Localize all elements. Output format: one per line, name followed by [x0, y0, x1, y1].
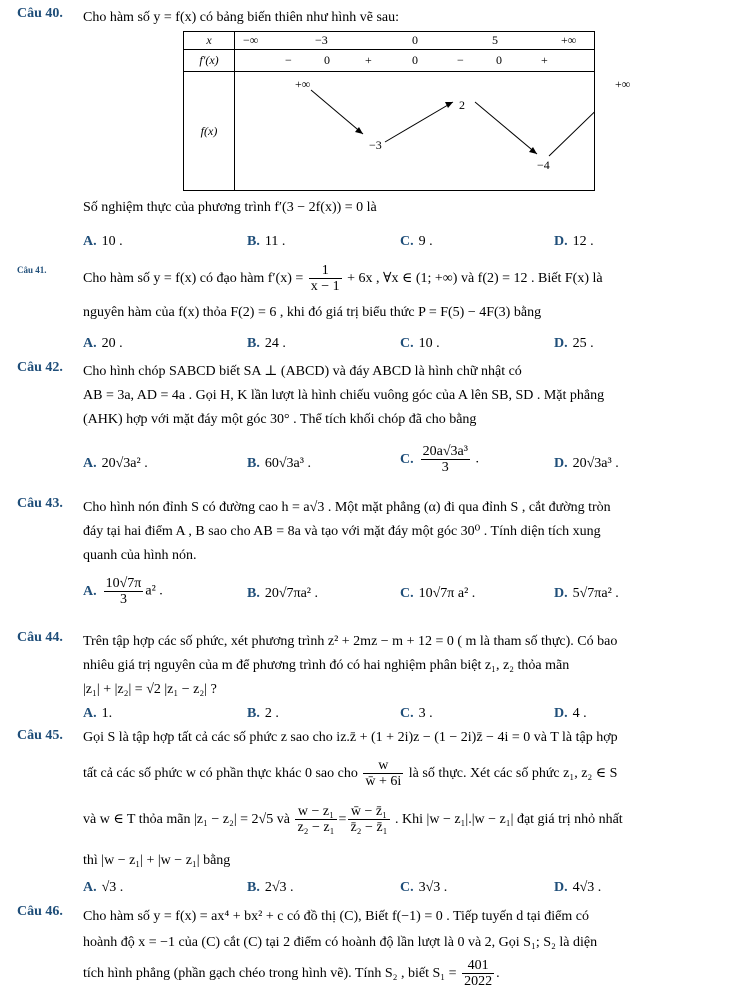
q40-option-a[interactable]: A. 10 . — [83, 234, 123, 249]
x-five: 5 — [492, 33, 498, 47]
q41-option-a[interactable]: A. 20 . — [83, 336, 123, 351]
fp-sign-3: − — [457, 53, 464, 67]
question-46-text: Cho hàm số y = f(x) = ax⁴ + bx² + c có đồ thị (C), Biết f(−1) = 0 . Tiếp tuyến d tại điểm có hoành độ x = −1 của (C) cắt (C) tại 2 điểm có hoành độ lần lượt là 0 và 2, Gọi S₁; S₂ là diện tích hình phẳng (phần gạch chéo trong hình vẽ). Tính S₂ , biết S₁ = $\frac{401}{2022}$ . — [83, 909, 598, 990]
question-41 — [17, 262, 716, 358]
table-x-label: x — [184, 32, 235, 50]
q44-option-c[interactable]: C. 3 . — [400, 706, 433, 721]
question-45-text: Gọi S là tập hợp tất cả các số phức z sao cho iz.z̄ + (1 + 2i)z − (1 − 2i)z̄ − 4i = 0 và T là tập hợp tất cả các số phức w có phần thực khác 0 sao cho $\frac{w}{w̄ + 6i}$ là số thực. Xét các số phức z₁, z₂ ∈ S và w ∈ T thỏa mãn |z₁ − z₂| = 2√5 và $\frac{\text{w − z₁}}{\text{z₂ − z₁}}$ = $\frac{\text{w̄ − z̄₁}}{\text{z̄₂ − z̄₁}}$ . Khi |w − z₁|.|w − z₁| đạt giá trị nhỏ nhất thì |w − z₁| + |w − z₁| bằng — [83, 730, 623, 868]
q42-option-c[interactable]: C. $\frac{\text{20a√3a³}}{3}$ . — [400, 444, 479, 475]
q42-option-b[interactable]: B. 60√3a³ . — [247, 456, 311, 471]
f-val-min1: −3 — [369, 138, 382, 152]
q41-option-b[interactable]: B. 24 . — [247, 336, 286, 351]
q44-option-d[interactable]: D. 4 . — [554, 706, 587, 721]
q44-option-b[interactable]: B. 2 . — [247, 706, 279, 721]
q45-option-b[interactable]: B. 2√3 . — [247, 880, 294, 895]
question-43 — [17, 496, 716, 626]
q42-option-a[interactable]: A. 20√3a² . — [83, 456, 148, 471]
q42-option-d[interactable]: D. 20√3a³ . — [554, 456, 619, 471]
f-val-pos-inf-limit: +∞ — [615, 77, 631, 91]
fp-sign-1: − — [285, 53, 292, 67]
fp-sign-2: + — [365, 53, 372, 67]
f-val-min2: −4 — [537, 158, 550, 172]
question-46 — [17, 904, 716, 998]
fp-zero-2: 0 — [412, 53, 418, 67]
q41-option-c[interactable]: C. 10 . — [400, 336, 440, 351]
question-44-text: Trên tập hợp các số phức, xét phương trình z² + 2mz − m + 12 = 0 ( m là tham số thực). Có bao nhiêu giá trị nguyên của m để phương trình đó có hai nghiệm phân biệt z₁, z₂ thỏa mãn |z₁| + |z₂| = √2 |z₁ − z₂| ? — [83, 634, 618, 697]
x-zero: 0 — [412, 33, 418, 47]
q40-option-b[interactable]: B. 11 . — [247, 234, 286, 249]
q45-option-c[interactable]: C. 3√3 . — [400, 880, 448, 895]
q40-option-c[interactable]: C. 9 . — [400, 234, 433, 249]
x-pos-inf: +∞ — [561, 33, 577, 47]
fp-sign-4: + — [541, 53, 548, 67]
f-val-max: 2 — [459, 98, 465, 112]
x-neg3: −3 — [315, 33, 328, 47]
question-40-body — [17, 196, 716, 256]
q40-option-d[interactable]: D. 12 . — [554, 234, 594, 249]
variation-table — [183, 31, 631, 191]
q43-option-d[interactable]: D. 5√7πa² . — [554, 586, 619, 601]
question-43-number: Câu 43. — [17, 496, 63, 511]
question-43-text: Cho hình nón đỉnh S có đường cao h = a√3 . Một mặt phẳng (α) đi qua đỉnh S , cắt đường tròn đáy tại hai điểm A , B sao cho AB = 8a và tạo với mặt đáy một góc 30⁰ . Tính diện tích xung quanh của hình nón. — [83, 500, 611, 563]
question-45-number: Câu 45. — [17, 728, 63, 743]
question-41-number: Câu 41. — [17, 265, 47, 275]
q45-option-a[interactable]: A. √3 . — [83, 880, 124, 895]
question-40-question: Số nghiệm thực của phương trình f′(3 − 2f(x)) = 0 là — [83, 200, 377, 215]
q43-option-a[interactable]: A. $\frac{10√7\pi}{3}$ a² . — [83, 576, 163, 607]
question-42-text: Cho hình chóp SABCD biết SA ⊥ (ABCD) và đáy ABCD là hình chữ nhật có AB = 3a, AD = 4a . Gọi H, K lần lượt là hình chiếu vuông góc của A lên SB, SD . Mặt phẳng (AHK) hợp với mặt đáy một góc 30° . Thể tích khối chóp đã cho bằng — [83, 364, 605, 427]
q44-option-a[interactable]: A. 1. — [83, 706, 113, 721]
question-42 — [17, 360, 716, 490]
q43-option-c[interactable]: C. 10√7π a² . — [400, 586, 476, 601]
question-44 — [17, 630, 716, 726]
fp-zero-1: 0 — [324, 53, 330, 67]
fp-zero-3: 0 — [496, 53, 502, 67]
question-41-text: Cho hàm số y = f(x) có đạo hàm f′(x) = $\frac{1}{x - 1}$ + 6x , ∀x ∈ (1; +∞) và f(2) = 12 . Biết F(x) là nguyên hàm của f(x) thỏa F(2) = 6 , khi đó giá trị biểu thức P = F(5) − 4F(3) bằng — [83, 263, 603, 320]
question-45 — [17, 728, 716, 904]
question-42-number: Câu 42. — [17, 360, 63, 375]
table-f-label: f(x) — [184, 72, 235, 191]
table-fp-label: f′(x) — [184, 50, 235, 72]
x-neg-inf: −∞ — [243, 33, 259, 47]
question-44-number: Câu 44. — [17, 630, 63, 645]
question-40-text: Cho hàm số y = f(x) có bảng biến thiên như hình vẽ sau: — [83, 10, 400, 25]
question-40-number: Câu 40. — [17, 6, 63, 21]
q45-option-d[interactable]: D. 4√3 . — [554, 880, 602, 895]
question-46-number: Câu 46. — [17, 904, 63, 919]
f-val-neg-inf-limit: +∞ — [295, 77, 311, 91]
q41-option-d[interactable]: D. 25 . — [554, 336, 594, 351]
q43-option-b[interactable]: B. 20√7πa² . — [247, 586, 319, 601]
